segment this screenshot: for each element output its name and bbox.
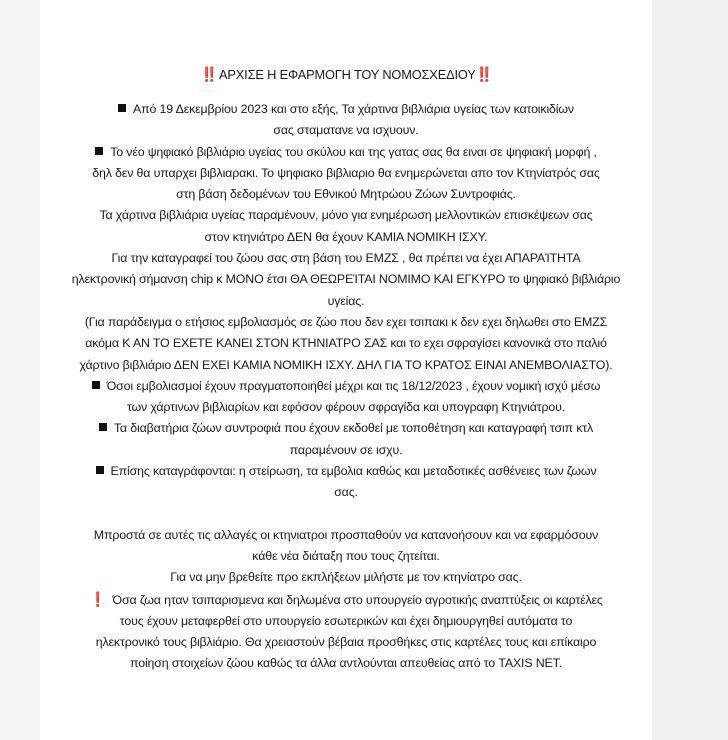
- paragraph-effective-date: [40, 99, 652, 142]
- paragraph-digital-booklet: [40, 142, 652, 206]
- title-text: ΑΡΧΙΣΕ Η ΕΦΑΡΜΟΓΗ ΤΟΥ ΝΟΜΟΣΧΕΔΙΟΥ: [219, 67, 476, 82]
- paragraph-transferred-records: [40, 589, 652, 675]
- red-exclamation-icon: ❗: [89, 590, 107, 607]
- paragraph-passports: [40, 418, 652, 461]
- paragraph-line: των χάρτινων βιβλιαρίων και εφόσον φέρουν σφραγίδα και υπογραφη Κτηνιάτρου.: [126, 400, 566, 415]
- paragraph-line: υγείας.: [327, 293, 365, 308]
- paragraph-line: στον κτηνιάτρο ΔΕΝ θα έχουν ΚΑΜΙΑ ΝΟΜΙΚΗ ΙΣΧΥ.: [204, 229, 488, 244]
- paragraph-line: σας σταματανε να ισχυουν.: [273, 123, 419, 138]
- double-exclamation-icon: ‼️: [200, 66, 217, 82]
- paragraph-line: Τα διαβατήρια ζώων συντροφιά που έχουν εκδοθεί με τοποθέτηση και καταγραφή τσιπ κτλ: [113, 421, 594, 436]
- paragraph-past-vaccinations: [40, 376, 652, 419]
- paragraph-line: Όσα ζωα ηταν τσιπαρισμενα και δηλωμένα στο υπουργείο αγροτικής αναπτύξεις οι καρτέλες: [112, 592, 603, 607]
- paragraph-line: παραμένουν σε ισχυ.: [289, 442, 403, 457]
- blank-line: [40, 504, 652, 525]
- paragraph-line: ηλεκτρονικό τους βιβλιάριο. Θα χρειαστούν βέβαια προσθήκες στις καρτέλες τους και επίκαιρο: [95, 635, 597, 650]
- double-exclamation-icon: ‼️: [475, 66, 492, 82]
- paragraph-example: [40, 312, 652, 376]
- paragraph-line: ακόμα Κ ΑΝ ΤΟ ΕΧΕΤΕ ΚΑΝΕΙ ΣΤΟΝ ΚΤΗΝΙΑΤΡΟ ΣΑΣ και το εχει σφραγίσει κανονικά στο παλιό: [85, 336, 607, 351]
- paragraph-vets-adapting: [40, 525, 652, 568]
- paragraph-line: (Για παράδειγμα ο ετήσιος εμβολιασμός σε ζώο που δεν εχει τσιπακι κ δεν εχει δηλωθει στο ΕΜΖΣ: [84, 314, 608, 329]
- paragraph-line: τους έχουν μεταφερθεί στο υπουργείο εσωτερικών και έχει δημιουργηθεί αυτόματα το: [119, 613, 573, 628]
- paragraph-line: δηλ δεν θα υπαρχει βιβλιαρακι. Το ψηφιακο βιβλιαριο θα ενημερώνεται απο τον Κτηνίατρός σας: [92, 165, 600, 180]
- paragraph-line: Το νέο ψηφιακό βιβλιάριο υγείας του σκύλου και της γατας σας θα ειναι σε ψηφιακή μορφή ,: [110, 144, 597, 159]
- paragraph-line: Τα χάρτινα βιβλιάρια υγείας παραμένουν, μόνο για ενημέρωση μελλοντικών επισκέψεων σας: [99, 208, 593, 223]
- paragraph-line: Για την καταγραφεί του ζώου σας στη βάση του ΕΜΖΣ , θα πρέπει να έχει ΑΠΑΡΑΊΤΗΤΑ: [111, 251, 581, 266]
- black-square-icon: [95, 147, 103, 155]
- paragraph-chip-registration: [40, 248, 652, 312]
- paragraph-line: Όσοι εμβολιασμοί έχουν πραγματοποιηθεί μέχρι και τις 18/12/2023 , έχουν νομική ισχύ μέσω: [106, 378, 601, 393]
- paragraph-line: Μπροστά σε αυτές τις αλλαγές οι κτηνιατροι προσπαθούν να κατανοήσουν και να εφαρμόσουν: [93, 527, 599, 542]
- black-square-icon: [118, 104, 126, 112]
- document-page: [40, 0, 652, 740]
- page-background-shade: [652, 0, 728, 740]
- paragraph-line: Από 19 Δεκεμβρίου 2023 και στο εξής, Τα χάρτινα βιβλιάρια υγείας των κατοικιδίων: [133, 102, 574, 116]
- paragraph-line: σας.: [334, 485, 358, 500]
- paragraph-line: Για να μην βρεθείτε προ εκπλήξεων μιλήστε με τον κτηνίατρο σας.: [170, 570, 522, 585]
- paragraph-line: ποίηση στοιχείων ζώου καθώς τα άλλα αντλούνται απευθείας από το TAXIS NET.: [129, 656, 563, 671]
- paragraph-line: Επίσης καταγράφονται: η στείρωση, τα εμβολια καθώς και μεταδοτικές ασθένειες των ζωων: [110, 464, 597, 479]
- black-square-icon: [92, 381, 100, 389]
- paragraph-line: χάρτινο βιβλιάριο ΔΕΝ ΕΧΕΙ ΚΑΜΙΑ ΝΟΜΙΚΗ ΙΣΧΥ. ΔΗΛ ΓΙΑ ΤΟ ΚΡΑΤΟΣ ΕΙΝΑΙ ΑΝΕΜΒΟΛΙΑΣΤΟ).: [79, 357, 613, 372]
- paragraph-line: ηλεκτρονική σήμανση chip κ ΜΟΝΟ έτσι ΘΑ ΘΕΩΡΕΊΤΑΙ ΝΟΜΙΜΟ ΚΑΙ ΕΓΚΥΡΟ το ψηφιακό βιβλιάριο: [71, 272, 621, 287]
- paragraph-recorded-data: [40, 461, 652, 504]
- document-body: [40, 64, 652, 675]
- black-square-icon: [99, 423, 107, 431]
- document-title: [40, 64, 652, 85]
- black-square-icon: [96, 466, 104, 474]
- paragraph-line: στη βάση δεδομένων του Εθνικού Μητρώου Ζώων Συντροφιάς.: [176, 187, 516, 202]
- paragraph-advice: [40, 567, 652, 588]
- paragraph-paper-booklets: [40, 205, 652, 248]
- paragraph-line: κάθε νέα διάταξη που τους ζητείται.: [252, 548, 440, 563]
